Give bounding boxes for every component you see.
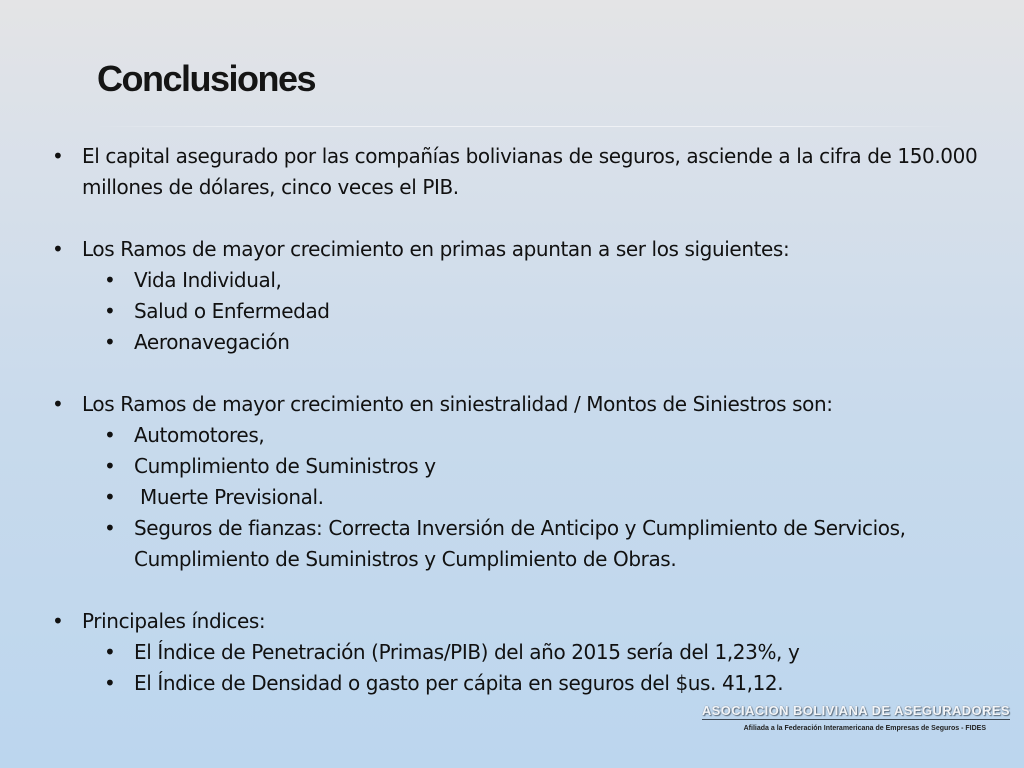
sub-bullet-list <box>82 420 980 575</box>
bullet-text: Los Ramos de mayor crecimiento en siniestralidad / Montos de Siniestros son: <box>82 392 833 416</box>
sub-bullet-item: • Cumplimiento de Suministros y <box>82 451 980 482</box>
bullet-principales-indices <box>40 606 980 699</box>
title-divider <box>95 126 955 127</box>
sub-bullet-item: • Automotores, <box>82 420 980 451</box>
bullet-text: El capital asegurado por las compañías bolivianas de seguros, asciende a la cifra de 150.000 millones de dólares, cinco veces el PIB. <box>82 144 978 199</box>
footer-logo <box>690 702 1010 732</box>
bullet-text: Principales índices: <box>82 609 266 633</box>
sub-bullet-list <box>82 637 980 699</box>
sub-bullet-item: • Salud o Enfermedad <box>82 296 980 327</box>
bullet-capital-asegurado <box>40 141 980 203</box>
bullet-text: Los Ramos de mayor crecimiento en primas apuntan a ser los siguientes: <box>82 237 790 261</box>
sub-bullet-item: • Vida Individual, <box>82 265 980 296</box>
sub-bullet-item: • El Índice de Densidad o gasto per cápita en seguros del $us. 41,12. <box>82 668 980 699</box>
bullet-ramos-primas <box>40 234 980 358</box>
slide-content <box>40 141 980 699</box>
sub-bullet-item: • El Índice de Penetración (Primas/PIB) del año 2015 sería del 1,23%, y <box>82 637 980 668</box>
sub-bullet-item: • Seguros de fianzas: Correcta Inversión de Anticipo y Cumplimiento de Servicios, Cumplimiento de Suministros y Cumplimiento de Obras. <box>82 513 980 575</box>
sub-bullet-item: • Aeronavegación <box>82 327 980 358</box>
slide-title: Conclusiones <box>97 58 316 99</box>
sub-bullet-item: • Muerte Previsional. <box>82 482 980 513</box>
bullet-ramos-siniestralidad <box>40 389 980 575</box>
sub-bullet-list <box>82 265 980 358</box>
organization-name: ASOCIACION BOLIVIANA DE ASEGURADORES <box>701 703 1010 718</box>
affiliation-text: Afiliada a la Federación Interamericana de Empresas de Seguros - FIDES <box>743 725 986 732</box>
bullet-list <box>40 141 980 699</box>
